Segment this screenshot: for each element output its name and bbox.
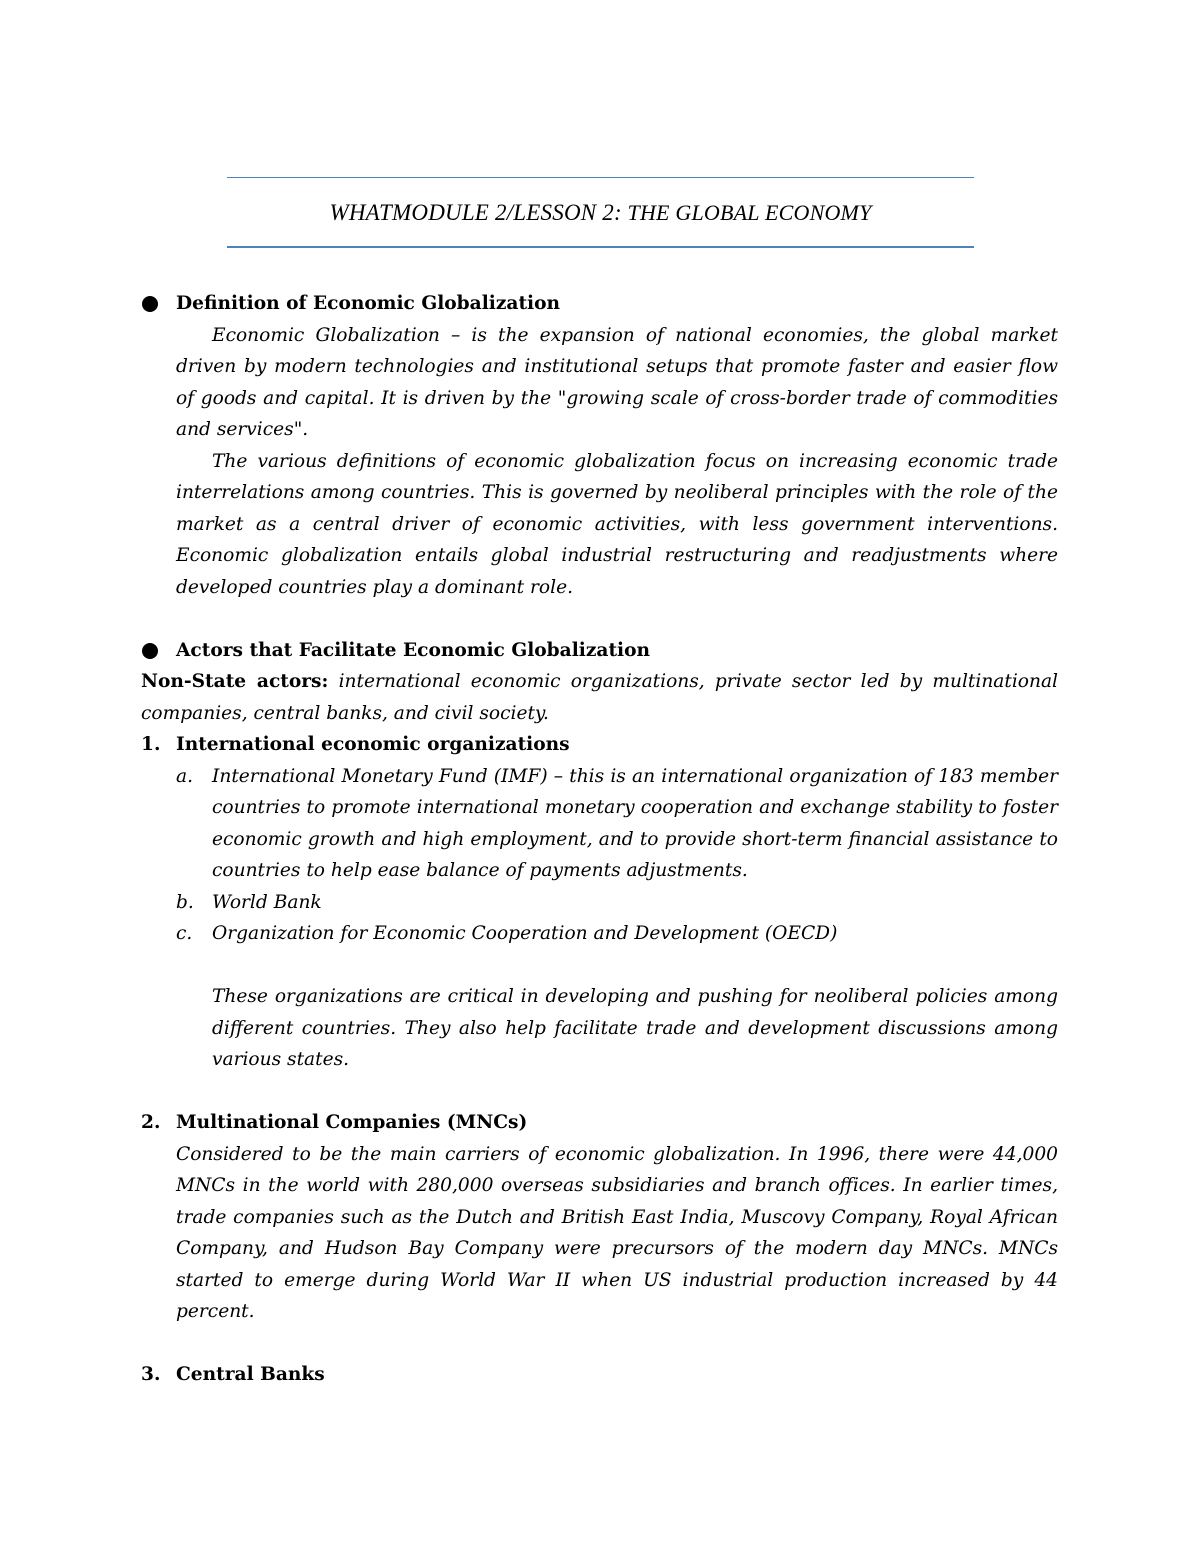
page-title (227, 200, 974, 226)
nonstate-actors-paragraph (141, 666, 1058, 729)
sub-item-letter: a. (176, 765, 193, 787)
item-heading-text: Central Banks (176, 1364, 325, 1385)
item-international-orgs-heading (141, 729, 1058, 761)
item-central-banks-heading (141, 1359, 1058, 1391)
spacer (141, 950, 1058, 982)
sub-item-imf (141, 761, 1058, 887)
section-definition-heading (141, 288, 1058, 320)
definition-paragraph-1: Economic Globalization – is the expansion of national economies, the global market driven by modern technologies and institutional setups that promote faster and easier flow of goods and capital. It is driven by the "growing scale of cross-border trade of commodities and services". (176, 324, 1058, 440)
sub-item-text: World Bank (212, 891, 322, 913)
item-heading-text: Multinational Companies (MNCs) (176, 1112, 528, 1133)
mncs-paragraph: Considered to be the main carriers of economic globalization. In 1996, there were 44,000 MNCs in the world with 280,000 overseas subsidiaries and branch offices. In earlier times, trade companies such as the Dutch and British East India, Muscovy Company, Royal African Company, and Hudson Bay Company were precursors of the modern day MNCs. MNCs started to emerge during World War II when US industrial production increased by 44 percent. (176, 1143, 1058, 1322)
bullet-icon (142, 296, 158, 312)
nonstate-actors-label: Non-State actors: (141, 671, 329, 692)
spacer (141, 1076, 1058, 1108)
title-part-what: WHAT (329, 200, 393, 225)
organizations-note-paragraph: These organizations are critical in developing and pushing for neoliberal policies among different countries. They also help facilitate trade and development discussions among various states. (212, 986, 1058, 1070)
title-part-module: MODULE 2/LESSON 2: (392, 200, 622, 225)
sub-item-world-bank (141, 887, 1058, 919)
title-top-rule (227, 177, 974, 178)
sub-item-letter: c. (176, 923, 193, 944)
item-number: 2. (141, 1112, 161, 1133)
spacer (141, 1328, 1058, 1360)
definition-paragraph-2: The various definitions of economic globalization focus on increasing economic trade interrelations among countries. This is governed by neoliberal principles with the role of the market as a central driver of economic activities, with less government interventions. Economic globalization entails global industrial restructuring and readjustments where developed countries play a dominant role. (176, 450, 1058, 598)
title-part-topic: THE GLOBAL ECONOMY (621, 200, 872, 225)
nonstate-actors-text: international economic organizations, private sector led by multinational companies, central banks, and civil society. (141, 671, 1059, 724)
sub-item-text: International Monetary Fund (IMF) – this is an international organization of 183 member countries to promote international monetary cooperation and exchange stability to foster economic growth and high employment, and to provide short-term financial assistance to countries to help ease balance of payments adjustments. (212, 765, 1058, 881)
sub-item-oecd (141, 918, 1058, 950)
bullet-icon (142, 643, 158, 659)
section-actors-heading (141, 635, 1058, 667)
document-body (141, 288, 1058, 1391)
sub-item-text: Organization for Economic Cooperation and Development (OECD) (212, 923, 838, 944)
item-number: 3. (141, 1364, 161, 1385)
item-mncs-heading (141, 1107, 1058, 1139)
section-actors-heading-text: Actors that Facilitate Economic Globalization (176, 639, 651, 661)
item-number: 1. (141, 734, 161, 755)
spacer (141, 603, 1058, 635)
sub-item-letter: b. (176, 891, 194, 913)
section-definition-heading-text: Definition of Economic Globalization (176, 293, 561, 314)
title-bottom-rule (227, 246, 974, 248)
item-heading-text: International economic organizations (176, 734, 570, 755)
